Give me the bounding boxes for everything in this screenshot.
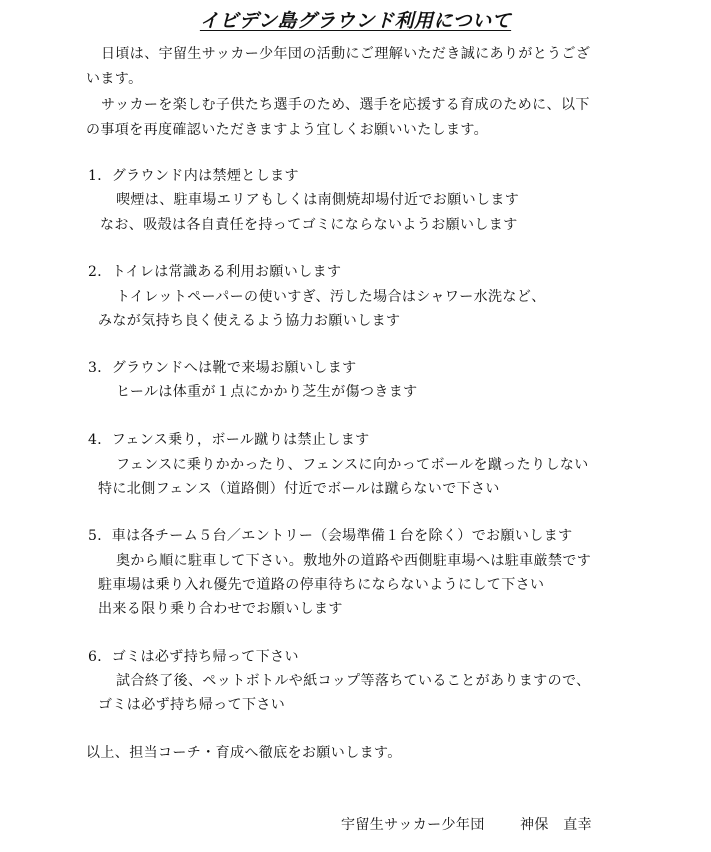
intro-paragraph-1-line-1: 日頃は、宇留生サッカー少年団の活動にご理解いただき誠にありがとうござ xyxy=(101,46,591,62)
signature-name: 神保 直幸 xyxy=(520,817,592,833)
item-3-line-1: ヒールは体重が１点にかかり芝生が傷つきます xyxy=(116,384,418,400)
intro-paragraph-2-line-1: サッカーを楽しむ子供たち選手のため、選手を応援する育成のために、以下 xyxy=(101,97,590,113)
closing-statement: 以上、担当コーチ・育成へ徹底をお願いします。 xyxy=(86,745,402,761)
signature-organization: 宇留生サッカー少年団 xyxy=(341,817,485,833)
item-6-line-2: ゴミは必ず持ち帰って下さい xyxy=(98,697,286,713)
item-4-line-2: 特に北側フェンス（道路側）付近でボールは蹴らないで下さい xyxy=(98,481,500,497)
item-5-line-2: 駐車場は乗り入れ優先で道路の停車待ちにならないようにして下さい xyxy=(98,577,545,593)
item-6-heading: 6．ゴミは必ず持ち帰って下さい xyxy=(88,649,299,665)
document-title xyxy=(0,8,711,34)
intro-paragraph-2-line-2: の事項を再度確認いただきますよう宜しくお願いいたします。 xyxy=(86,122,489,138)
item-2-line-2: みなが気持ち良く使えるよう協力お願いします xyxy=(98,313,401,329)
title-text: イビデン島グラウンド利用について xyxy=(199,10,512,32)
item-5-heading: 5．車は各チーム５台／エントリー（会場準備１台を除く）でお願いします xyxy=(88,528,573,544)
item-5-line-3: 出来る限り乗り合わせでお願いします xyxy=(98,601,343,617)
item-6-line-1: 試合終了後、ペットボトルや紙コップ等落ちていることがありますので、 xyxy=(116,673,591,689)
item-4-line-1: フェンスに乗りかかったり、フェンスに向かってボールを蹴ったりしない xyxy=(116,457,589,473)
item-4-heading: 4．フェンス乗り，ボール蹴りは禁止します xyxy=(88,432,370,448)
item-2-heading: 2．トイレは常識ある利用お願いします xyxy=(88,264,342,280)
item-3-heading: 3．グラウンドへは靴で来場お願いします xyxy=(88,360,357,376)
item-5-line-1: 奥から順に駐車して下さい。敷地外の道路や西側駐車場へは駐車厳禁です xyxy=(116,553,592,569)
intro-paragraph-1-line-2: います。 xyxy=(86,71,143,87)
item-1-line-1: 喫煙は、駐車場エリアもしくは南側焼却場付近でお願いします xyxy=(116,192,520,208)
item-1-heading: 1．グラウンド内は禁煙とします xyxy=(88,168,299,184)
item-2-line-1: トイレットペーパーの使いすぎ、汚した場合はシャワー水洗など、 xyxy=(116,289,546,305)
item-1-line-2: なお、吸殻は各自責任を持ってゴミにならないようお願いします xyxy=(100,217,518,233)
